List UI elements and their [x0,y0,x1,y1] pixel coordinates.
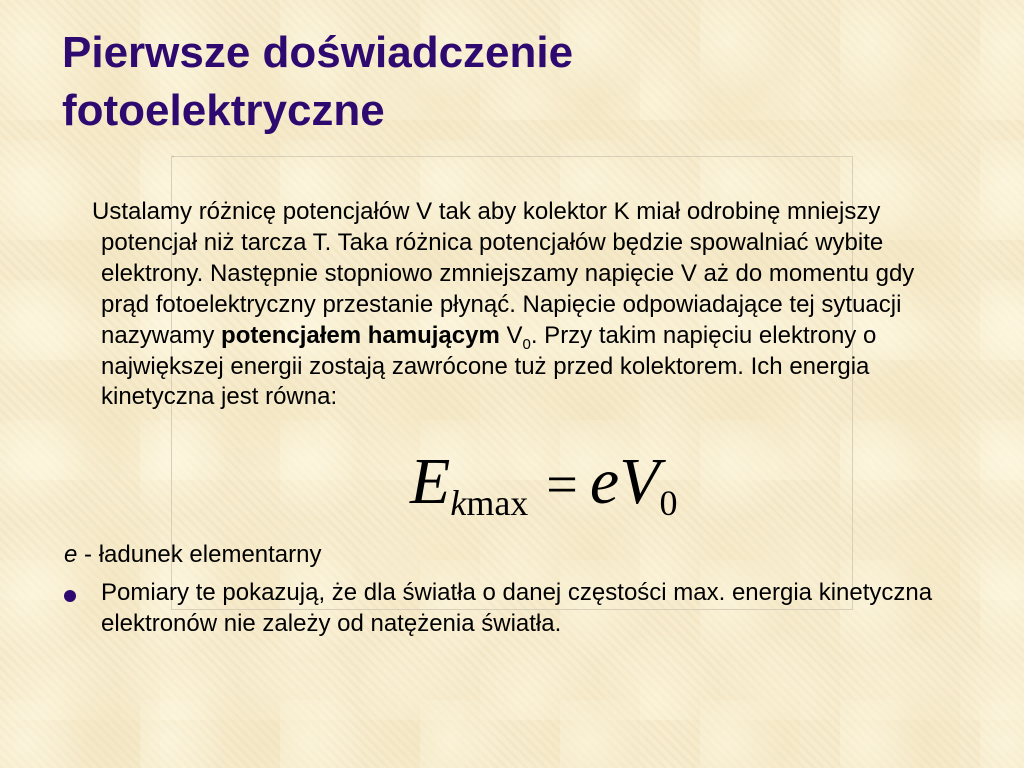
slide-title [62,24,962,140]
embedded-object-icon: ▫ [172,154,174,160]
charge-definition [64,540,322,570]
formula-sub-zero: 0 [659,483,678,523]
formula-sub-k: k [450,483,467,523]
formula-e: e [589,445,620,518]
charge-symbol: e [64,541,78,568]
formula-equals: = [546,454,578,516]
energy-formula [410,444,678,523]
paragraph-text-2: . Przy takim napięciu elektrony o największej energii zostają zawrócone tuż przed kolektorem. Ich energia kinetyczna jest równa: [101,321,877,411]
paragraph-text-1: Ustalamy różnicę potencjałów V tak aby kolektor K miał odrobinę mniejszy potencjał niż tarcza T. Taka różnica potencjałów będzie spowalniać wybite elektrony. Następnie stopniowo zmniejszamy napięcie V aż do momentu gdy prąd fotoelektryczny przestanie płynąć. Napięcie odpowiadające tej sytuacji nazywamy [92,198,915,349]
formula-V: V [619,445,660,518]
formula-E: E [410,445,451,518]
bullet-text: Pomiary te pokazują, że dla światła o danej częstości max. energia kinetyczna elektronów nie zależy od natężenia światła. [101,579,933,637]
bold-term: potencjałem hamującym [221,321,500,349]
title-line-1: Pierwsze doświadczenie [62,28,574,77]
title-line-2: fotoelektryczne [62,86,385,135]
list-item [64,578,964,639]
formula-sub-max: max [466,483,529,523]
body-paragraph [92,197,931,413]
potential-symbol: V [506,321,523,349]
charge-definition-text: - ładunek elementarny [77,541,322,568]
bullet-icon [64,590,76,602]
potential-subscript: 0 [522,335,531,353]
